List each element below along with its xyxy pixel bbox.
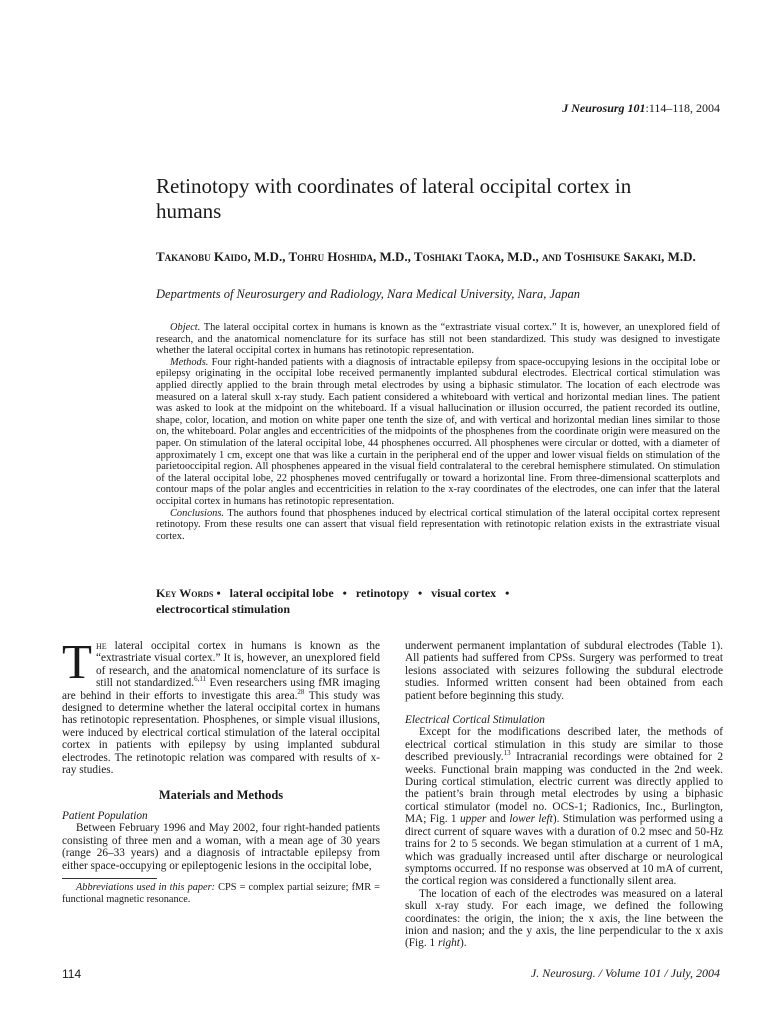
author-list: Takanobu Kaido, M.D., Tohru Hoshida, M.D., Toshiaki Taoka, M.D., and Toshisuke Sakaki, M.D. bbox=[156, 249, 696, 264]
citation-ref: 28 bbox=[297, 687, 305, 696]
journal-abbrev: J Neurosurg bbox=[562, 101, 625, 115]
journal-volume: 101 bbox=[627, 101, 646, 115]
keywords-label: Key Words bbox=[156, 586, 214, 600]
keywords bbox=[156, 585, 720, 617]
affiliation: Departments of Neurosurgery and Radiology, Nara Medical University, Nara, Japan bbox=[156, 287, 581, 301]
footer-journal: J. Neurosurg. / Volume 101 / July, 2004 bbox=[530, 966, 720, 980]
journal-citation bbox=[562, 101, 720, 116]
subsection-heading-stimulation: Electrical Cortical Stimulation bbox=[405, 714, 545, 727]
abstract-conclusions: Conclusions. The authors found that phosphenes induced by electrical cortical stimulation of the lateral occipital cortex represent retinotopy. From these results one can assert that visual field representation with retinotopic relation exists in the extrastriate visual cortex. bbox=[156, 507, 720, 542]
footnote: Abbreviations used in this paper: CPS = complex partial seizure; fMR = functional magnetic resonance. bbox=[62, 881, 380, 905]
footnote-label: Abbreviations used in this paper: bbox=[76, 881, 216, 893]
section-heading: Materials and Methods bbox=[158, 788, 284, 803]
abstract-methods: Methods. Four right-handed patients with a diagnosis of intractable epilepsy from space-occupying lesions in the occipital lobe or epilepsy originating in the occipital lobe received permanently implanted subdural electrodes. Electrical cortical stimulation was applied directly applied to the brain through metal electrodes by using a biphasic stimulator. The location of each electrode was measured on a lateral skull x-ray study. Each patient considered a whiteboard with vertical and horizontal median lines. The patient was asked to look at the midpoint on the whiteboard. If a visual hallucination or illusion occurred, the patient recorded its outline, shape, color, location, and motion on white paper one tenth the size of, and with vertical and horizontal median lines similar to those on, the whiteboard. Polar angles and eccentricities of the midpoints of the phosphenes from the coordinate origin were measured on the paper. On stimulation of the lateral occipital lobe, 44 phosphenes occurred. All phosphenes were circular or dotted, with a diameter of approximately 1 cm, except one that was like a curtain in the peripheral end of the upper and lower visual fields on stimulation of the parietooccipital region. All phosphenes appeared in the visual field contralateral to the cerebral hemisphere stimulated. On stimulation of the lateral occipital lobe, 22 phosphenes moved centrifugally or toward a horizontal line. From three-dimensional scatterplots and contour maps of the polar angles and eccentricities in relation to the x-ray coordinates of the electrodes, one can infer that the lateral occipital cortex in humans has retinotopic representation. bbox=[156, 356, 720, 507]
footnote-divider bbox=[62, 878, 157, 879]
abstract bbox=[156, 322, 720, 542]
article-title: Retinotopy with coordinates of lateral occipital cortex in humans bbox=[156, 174, 632, 223]
implantation-paragraph: underwent permanent implantation of subdural electrodes (Table 1). All patients had suffered from CPSs. Surgery was performed to treat lesions associated with seizures following the subdural electrode studies. Informed written consent had been obtained from each patient before beginning this study. bbox=[405, 640, 723, 702]
body-column-left bbox=[62, 634, 380, 906]
intro-paragraph: The lateral occipital cortex in humans is known as the “extrastriate visual cortex.” It is, however, an unexplored field of research, and the anatomical nomenclature of its surface is still not standardized.$^{6,11}$ Even researchers using fMR imaging are behind in their efforts to investigate this area.$^{28}$ This study was designed to determine whether the lateral occipital cortex in humans has retinotopic representation. Phosphenes, or simple visual illusions, were induced by electrical cortical stimulation of the lateral occipital cortex in patients with epilepsy by using implanted subdural electrodes. The retinotopic relation was compared with results of x-ray studies. bbox=[62, 634, 380, 777]
journal-pages: :114–118, 2004 bbox=[645, 101, 720, 115]
abstract-object-label: Object. bbox=[170, 322, 201, 333]
abstract-methods-label: Methods. bbox=[170, 356, 209, 368]
patient-paragraph: Between February 1996 and May 2002, four right-handed patients consisting of three men and a woman, with a mean age of 30 years (range 26–33 years) and a diagnosis of intractable epilepsy from either space-occupying or epileptogenic lesions in the occipital lobe, bbox=[62, 822, 380, 872]
keywords-line-1: • lateral occipital lobe • retinotopy • visual cortex • bbox=[216, 586, 510, 600]
abstract-conclusions-label: Conclusions. bbox=[170, 507, 224, 519]
body-column-right bbox=[405, 640, 723, 950]
keywords-line-2: electrocortical stimulation bbox=[156, 602, 291, 616]
subsection-heading-patients: Patient Population bbox=[62, 809, 148, 822]
citation-ref: 13 bbox=[503, 749, 511, 758]
abstract-object: Object. The lateral occipital cortex in humans is known as the “extrastriate visual cortex.” It is, however, an unexplored field of research, and the anatomical nomenclature for its surface has still not been standardized. This study was designed to investigate whether the lateral occipital cortex in humans has retinotopic representation. bbox=[156, 322, 720, 357]
page-number: 114 bbox=[62, 967, 82, 981]
location-paragraph: The location of each of the electrodes was measured on a lateral skull x-ray study. For each image, we defined the following coordinates: the origin, the inion; the x axis, the line between the inion and nasion; and the y axis, the line perpendicular to the x axis (Fig. 1 right). bbox=[405, 887, 723, 950]
stimulation-paragraph: Except for the modifications described later, the methods of electrical cortical stimulation in this study are similar to those described previously.$^{13}$ Intracranial recordings were obtained for 2 weeks. Functional brain mapping was conducted in the 2nd week. During cortical stimulation, electric current was directly applied to the patient’s brain through metal electrodes by using a biphasic cortical stimulator (model no. OCS-1; Radionics, Inc., Burlington, MA; Fig. 1 upper and lower left). Stimulation was performed using a direct current of square waves with a duration of 0.2 msec and 50-Hz trains for 2 to 5 seconds. We began stimulation at a current of 1 mA, which was gradually increased until after discharge or neurological symptoms occurred. If no response was observed at 10 mA of current, the cortical region was considered a functionally silent area. bbox=[405, 726, 723, 888]
drop-cap: T bbox=[62, 634, 92, 689]
citation-ref: 6,11 bbox=[194, 675, 207, 684]
